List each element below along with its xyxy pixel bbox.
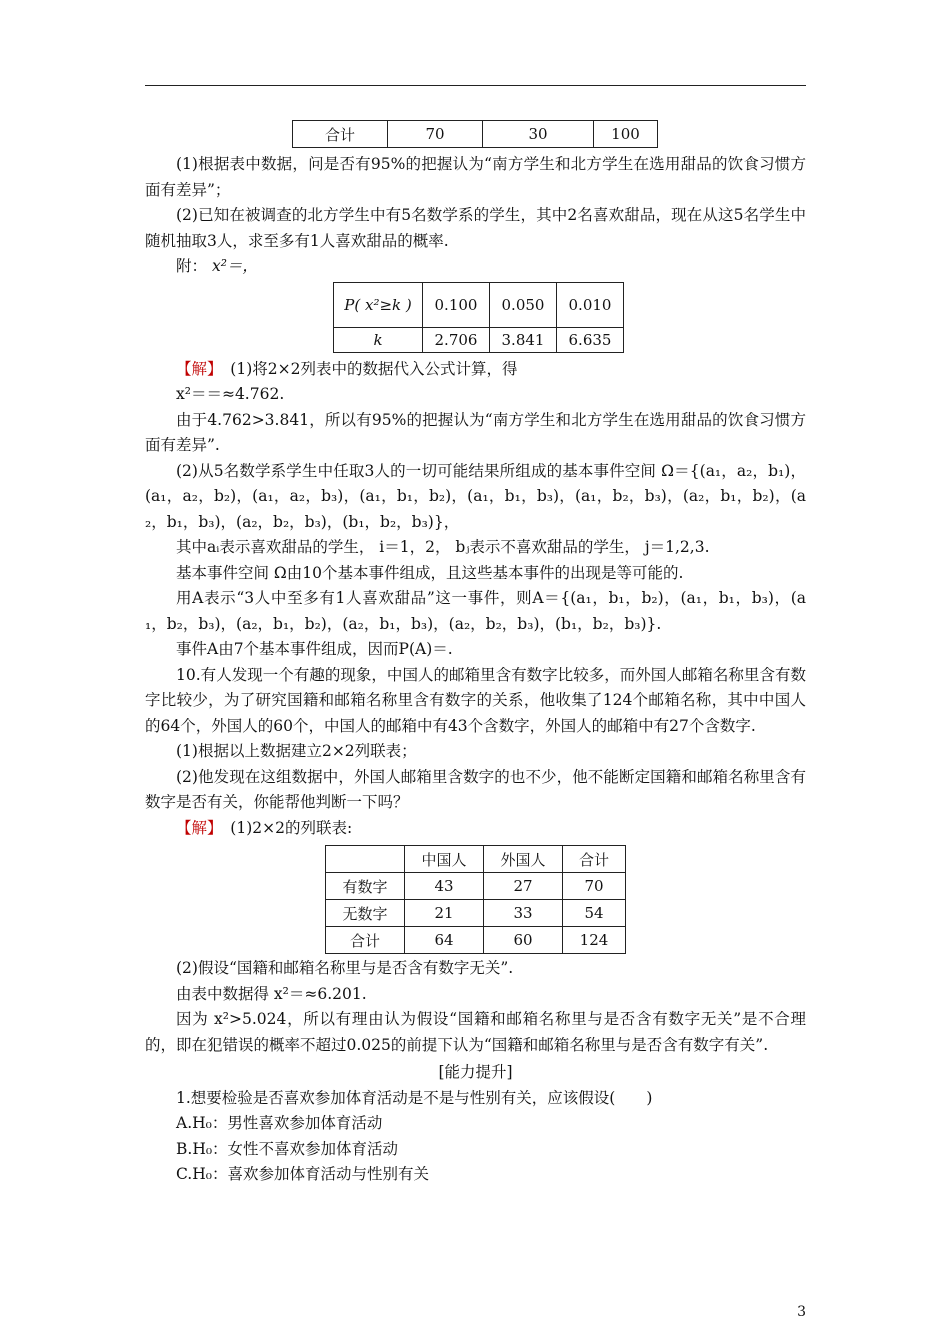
table-cell: 0.050 bbox=[490, 282, 557, 327]
table-cell: 3.841 bbox=[490, 327, 557, 352]
option-b: B.H₀：女性不喜欢参加体育活动 bbox=[176, 1139, 399, 1158]
table-cell: 外国人 bbox=[484, 846, 563, 873]
table-cell: 中国人 bbox=[405, 846, 484, 873]
appendix-formula: x²＝， bbox=[211, 257, 258, 275]
table-cell: 有数字 bbox=[326, 873, 405, 900]
table-cell: 0.010 bbox=[557, 282, 624, 327]
solution-9-event: 用A表示“3人中至多有1人喜欢甜品”这一事件，则A＝{(a₁，b₁，b₂)，(a₁，b₁，b₃)，(a ₁，b₂，b₃)，(a₂，b₁，b₂)，(a₂，b₁，b₃)，(a₂，b₂，b₃)，(b₁，b₂，b₃)}. bbox=[145, 589, 806, 633]
solution-10-formula: 由表中数据得 x²＝≈6.201. bbox=[176, 984, 367, 1003]
option-c: C.H₀：喜欢参加体育活动与性别有关 bbox=[176, 1165, 429, 1183]
table-cell: 64 bbox=[405, 927, 484, 954]
solution-9-conclusion: 由于4.762>3.841，所以有95%的把握认为“南方学生和北方学生在选用甜品的饮食习惯方面有差异”. bbox=[145, 410, 806, 454]
table-cell: 30 bbox=[483, 121, 594, 148]
option-a: A.H₀：男性喜欢参加体育活动 bbox=[176, 1114, 383, 1132]
table-cell: 43 bbox=[405, 873, 484, 900]
question-9-part-2: (2)已知在被调查的北方学生中有5名数学系的学生，其中2名喜欢甜品，现在从这5名学生中随机抽取3人，求至多有1人喜欢甜品的概率. bbox=[145, 206, 806, 250]
solution-10-conclusion: 因为 x²>5.024，所以有理由认为假设“国籍和邮箱名称里与是否含有数字无关”是不合理的，即在犯错误的概率不超过0.025的前提下认为“国籍和邮箱名称里与是否含有数字有关”. bbox=[145, 1010, 806, 1054]
table-cell: 6.635 bbox=[557, 327, 624, 352]
question-9-part-1: (1)根据表中数据，问是否有95%的把握认为“南方学生和北方学生在选用甜品的饮食习惯方面有差异”； bbox=[145, 155, 806, 199]
table-row bbox=[326, 927, 626, 954]
table-cell: 70 bbox=[563, 873, 626, 900]
solution-9-where: 其中aᵢ表示喜欢甜品的学生， i＝1，2， bⱼ表示不喜欢甜品的学生， j＝1,2,3. bbox=[176, 538, 710, 556]
header-rule bbox=[145, 85, 806, 86]
question-10-part-2: (2)他发现在这组数据中，外国人邮箱里含数字的也不少，他不能断定国籍和邮箱名称里含有数字是否有关，你能帮他判断一下吗？ bbox=[145, 767, 806, 811]
table-row bbox=[293, 121, 658, 148]
table-row bbox=[334, 327, 624, 352]
table-cell: 33 bbox=[484, 900, 563, 927]
table-cell bbox=[326, 846, 405, 873]
table-cell: 0.100 bbox=[423, 282, 490, 327]
table-cell: 合计 bbox=[563, 846, 626, 873]
solution-text: (1)2×2的列联表: bbox=[230, 818, 353, 837]
contingency-table bbox=[325, 845, 626, 954]
solution-10-part-2: (2)假设“国籍和邮箱名称里与是否含有数字无关”. bbox=[176, 959, 514, 977]
solution-9-result: 事件A由7个基本事件组成，因而P(A)＝. bbox=[176, 640, 453, 658]
table-row bbox=[326, 846, 626, 873]
solution-9-space: 基本事件空间 Ω由10个基本事件组成，且这些基本事件的出现是等可能的. bbox=[176, 563, 684, 582]
table-cell: 无数字 bbox=[326, 900, 405, 927]
k-label: k bbox=[373, 330, 383, 349]
table-cell: 2.706 bbox=[423, 327, 490, 352]
table-row bbox=[326, 873, 626, 900]
table-cell: 合计 bbox=[326, 927, 405, 954]
table-cell bbox=[334, 282, 423, 327]
question-10: 10.有人发现一个有趣的现象，中国人的邮箱里含有数字比较多，而外国人邮箱名称里含有数字比较少，为了研究国籍和邮箱名称里含有数字的关系，他收集了124个邮箱名称，其中中国人的64个，外国人的60个，中国人的邮箱中有43个含数字，外国人的邮箱中有27个含数字. bbox=[145, 665, 806, 735]
probability-table bbox=[333, 282, 624, 353]
question-1: 1.想要检验是否喜欢参加体育活动是不是与性别有关，应该假设( ) bbox=[176, 1088, 653, 1107]
question-10-part-1: (1)根据以上数据建立2×2列联表； bbox=[176, 742, 417, 760]
table-cell: 124 bbox=[563, 927, 626, 954]
table-cell: 60 bbox=[484, 927, 563, 954]
table-cell: 合计 bbox=[293, 121, 388, 148]
solution-tag: 【解】 bbox=[176, 818, 215, 837]
table-cell: 54 bbox=[563, 900, 626, 927]
appendix-label: 附： bbox=[176, 257, 208, 275]
table-cell: 21 bbox=[405, 900, 484, 927]
solution-9-formula: x²＝＝≈4.762. bbox=[176, 385, 285, 403]
p-label: P( x²≥k ) bbox=[344, 295, 412, 314]
solution-text: (1)将2×2列表中的数据代入公式计算，得 bbox=[230, 359, 518, 378]
table-cell: 70 bbox=[388, 121, 483, 148]
solution-tag: 【解】 bbox=[176, 359, 215, 378]
table-row bbox=[334, 282, 624, 327]
table-row bbox=[326, 900, 626, 927]
section-title: [能力提升] bbox=[438, 1063, 513, 1081]
table-cell bbox=[334, 327, 423, 352]
page-content bbox=[145, 120, 806, 1188]
page-number: 3 bbox=[797, 1304, 806, 1320]
appendix-line bbox=[145, 254, 806, 280]
table-cell: 100 bbox=[594, 121, 658, 148]
solution-10-part-1 bbox=[145, 816, 806, 842]
solution-9-part-2: (2)从5名数学系学生中任取3人的一切可能结果所组成的基本事件空间 Ω＝{(a₁，a₂，b₁)，(a₁，a₂，b₂)，(a₁，a₂，b₃)，(a₁，b₁，b₂)，(a₁，b₁，b₃)，(a₁，b₂，b₃)，(a₂，b₁，b₂)，(a ₂，b₁，b₃)，(a₂，b₂，b₃)，(b₁，b₂，b₃)}， bbox=[145, 461, 806, 531]
table-cell: 27 bbox=[484, 873, 563, 900]
solution-9-part-1 bbox=[145, 357, 806, 383]
top-table bbox=[292, 120, 658, 148]
